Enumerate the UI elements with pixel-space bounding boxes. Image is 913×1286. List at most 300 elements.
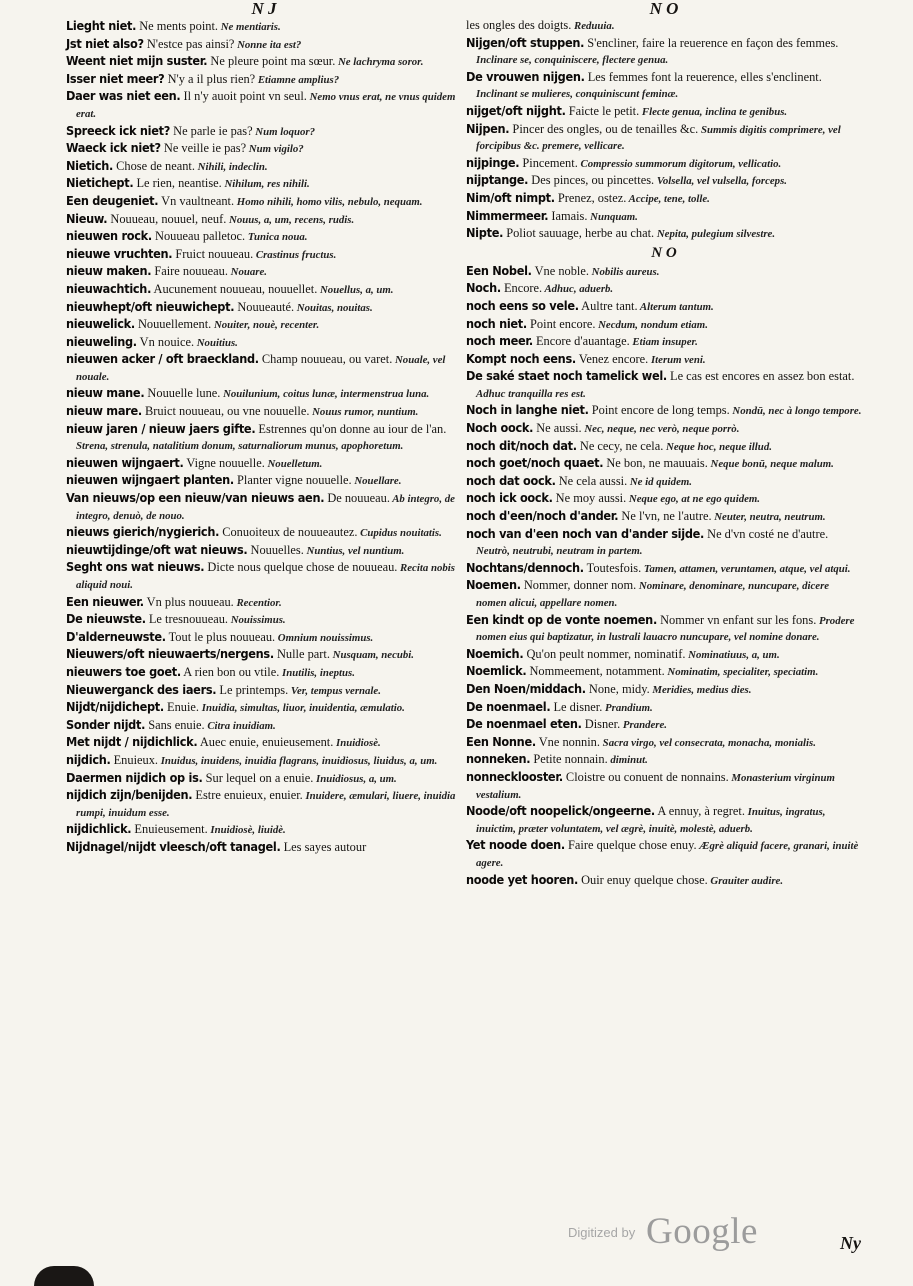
headword: nieuwachtich. — [66, 280, 152, 296]
french-gloss: Nouueau, nouuel, neuf. — [107, 211, 227, 226]
latin-gloss: Tunica noua. — [245, 231, 308, 244]
french-gloss: Nouueauté. — [234, 299, 295, 314]
french-gloss: Ne aussi. — [533, 421, 582, 436]
headword: Nieuwers/oft nieuwaerts/nergens. — [66, 646, 274, 662]
dictionary-entry — [66, 140, 462, 158]
french-gloss: Fruict nouueau. — [172, 246, 254, 261]
latin-gloss: Nihilum, res nihili. — [221, 178, 310, 191]
dictionary-entry — [466, 803, 862, 837]
headword: Kompt noch eens. — [466, 350, 576, 366]
headword: De vrouwen nijgen. — [466, 68, 585, 84]
french-gloss: Ne bon, ne mauuais. — [603, 456, 708, 471]
dictionary-entry — [66, 334, 462, 352]
french-gloss: Nulle part. — [273, 647, 330, 662]
latin-gloss: Nouissimus. — [228, 614, 286, 627]
french-gloss: Le tresnouueau. — [145, 612, 228, 627]
latin-gloss: Nouellare. — [351, 475, 402, 488]
latin-gloss: Nouus, a, um, recens, rudis. — [226, 213, 355, 226]
dictionary-entry — [466, 872, 862, 890]
dictionary-entry — [66, 18, 462, 36]
dictionary-entry — [66, 646, 462, 664]
right-entry-list — [466, 18, 862, 243]
latin-gloss: Nouale, vel nouale. — [76, 354, 446, 383]
headword: nieuwen rock. — [66, 228, 152, 244]
french-gloss: A ennuy, à regret. — [654, 804, 745, 819]
french-gloss: Ne cecy, ne cela. — [576, 438, 664, 453]
latin-gloss: Nepita, pulegium silvestre. — [654, 228, 776, 241]
french-gloss: Qu'on peult nommer, nominatif. — [523, 646, 686, 661]
latin-gloss: Inuitus, ingratus, inuictim, præter voluntatem, vel ægrè, inuitè, molestè, aduerb. — [476, 806, 826, 835]
dictionary-entry — [66, 734, 462, 752]
dictionary-entry — [466, 769, 862, 803]
google-watermark: Google — [646, 1211, 758, 1252]
dictionary-entry — [66, 524, 462, 542]
dictionary-entry — [466, 368, 862, 402]
headword: Een Nonne. — [466, 733, 536, 749]
headword: Den Noen/middach. — [466, 680, 586, 696]
french-gloss: Aultre tant. — [578, 298, 638, 313]
latin-gloss: Reduuia. — [571, 20, 615, 32]
headword: nieuwen acker / oft braeckland. — [66, 351, 259, 367]
headword: Noemlick. — [466, 663, 527, 679]
headword: Jst niet also? — [66, 35, 144, 51]
french-gloss: Faire quelque chose enuy. — [564, 838, 697, 853]
dictionary-entry — [66, 88, 462, 122]
french-gloss: Enuieux. — [110, 752, 159, 767]
french-gloss: Champ nouueau, ou varet. — [258, 352, 393, 367]
left-header: N J — [251, 0, 277, 18]
headword: Nijpen. — [466, 120, 510, 136]
dictionary-entry — [466, 351, 862, 369]
latin-gloss: Accipe, tene, tolle. — [626, 192, 710, 205]
headword: nieuw maken. — [66, 263, 152, 279]
headword: De noenmael eten. — [466, 716, 582, 732]
latin-gloss: Strena, strenula, natalitium donum, saturnaliorum munus, apophoretum. — [76, 440, 404, 453]
latin-gloss: Nobilis aureus. — [588, 265, 660, 278]
right-header: N O — [649, 0, 679, 18]
dictionary-entry — [466, 280, 862, 298]
french-gloss: Venez encore. — [575, 351, 649, 366]
headword: noode yet hooren. — [466, 871, 578, 887]
french-gloss: Cloistre ou conuent de nonnains. — [562, 769, 729, 784]
dictionary-entry — [66, 752, 462, 770]
headword: Een nieuwer. — [66, 593, 144, 609]
latin-gloss: Prodere nomen eius qui baptizatur, in lustrali lauacro nuncupare, vel nomine donare. — [476, 614, 855, 644]
headword: noch van d'een noch van d'ander sijde. — [466, 525, 705, 541]
latin-gloss: Grauiter audire. — [707, 874, 784, 887]
latin-gloss: Alterum tantum. — [637, 300, 714, 313]
french-gloss: Le rien, neantise. — [133, 176, 222, 191]
latin-gloss: Nouare. — [227, 266, 267, 279]
french-gloss: Dicte nous quelque chose de nouueau. — [204, 560, 398, 575]
dictionary-entry — [466, 646, 862, 664]
dictionary-entry — [466, 473, 862, 491]
latin-gloss: Etiamne amplius? — [255, 73, 340, 86]
dictionary-entry — [466, 298, 862, 316]
dictionary-entry — [66, 770, 462, 788]
dictionary-entry — [66, 472, 462, 490]
dictionary-entry — [66, 664, 462, 682]
latin-gloss: Nemo vnus erat, ne vnus quidem erat. — [76, 91, 456, 120]
headword: nieuweling. — [66, 333, 137, 349]
dictionary-entry — [66, 175, 462, 193]
dictionary-entry — [66, 455, 462, 473]
latin-gloss: Crastinus fructus. — [253, 248, 337, 261]
french-gloss: De nouueau. — [324, 491, 390, 506]
dictionary-entry — [66, 316, 462, 334]
latin-gloss: Tamen, attamen, veruntamen, atque, vel atqui. — [641, 562, 851, 575]
dictionary-entry — [66, 299, 462, 317]
dictionary-entry — [66, 36, 462, 54]
french-gloss: Vigne nouuelle. — [183, 455, 265, 470]
dictionary-entry — [66, 559, 462, 593]
headword: nijptange. — [466, 172, 529, 188]
dictionary-entry — [466, 490, 862, 508]
latin-gloss: Inuidere, æmulari, liuere, inuidia rumpi, inuidum esse. — [76, 790, 456, 819]
latin-gloss: Inutilis, ineptus. — [279, 666, 355, 679]
dictionary-entry — [466, 103, 862, 121]
french-gloss: Planter vigne nouuelle. — [233, 473, 352, 488]
headword: D'alderneuwste. — [66, 628, 166, 644]
dictionary-entry — [466, 438, 862, 456]
french-gloss: Vn plus nouueau. — [143, 594, 234, 609]
headword: Nim/oft nimpt. — [466, 189, 555, 205]
headword: Een Nobel. — [466, 262, 532, 278]
dictionary-entry — [66, 123, 462, 141]
french-gloss: Nouuelle lune. — [144, 386, 221, 401]
latin-gloss: Nouus rumor, nuntium. — [309, 406, 419, 419]
dictionary-entry — [466, 837, 862, 871]
latin-gloss: Nihili, indeclin. — [194, 160, 268, 173]
headword: Isser niet meer? — [66, 70, 165, 86]
latin-gloss: Homo nihili, homo vilis, nebulo, nequam. — [234, 195, 423, 208]
french-gloss: Nommeement, notamment. — [526, 664, 665, 679]
latin-gloss: Num loquor? — [252, 125, 315, 138]
headword: nieuwen wijngaert planten. — [66, 472, 234, 488]
headword: noch dit/noch dat. — [466, 437, 577, 453]
right-column — [466, 0, 862, 889]
headword: Nimmermeer. — [466, 207, 549, 223]
latin-gloss: Neutrò, neutrubi, neutram in partem. — [476, 545, 643, 558]
french-gloss: Ne pleure point ma sœur. — [207, 54, 336, 69]
headword: Lieght niet. — [66, 18, 137, 33]
latin-gloss: Nouitas, nouitas. — [294, 301, 373, 314]
french-gloss: Ne parle ie pas? — [170, 123, 253, 138]
headword: noch goet/noch quaet. — [466, 455, 604, 471]
headword: nieuw mane. — [66, 385, 145, 401]
section-heading: N O — [651, 244, 677, 261]
french-gloss: Toutesfois. — [583, 560, 642, 575]
dictionary-entry — [466, 35, 862, 69]
headword: nieuw jaren / nieuw jaers gifte. — [66, 420, 256, 436]
latin-gloss: Necdum, nondum etiam. — [595, 318, 708, 331]
latin-gloss: Adhuc, aduerb. — [542, 283, 614, 296]
dictionary-entry — [66, 385, 462, 403]
headword: nijdich. — [66, 751, 111, 767]
headword: noch niet. — [466, 315, 527, 331]
dictionary-entry — [466, 734, 862, 752]
headword: Een kindt op de vonte noemen. — [466, 611, 657, 627]
headword: Met nijdt / nijdichlick. — [66, 734, 198, 750]
headword: nieuwers toe goet. — [66, 663, 181, 679]
french-gloss: Des pinces, ou pincettes. — [528, 173, 655, 188]
headword: Nochtans/dennoch. — [466, 559, 584, 575]
dictionary-entry — [66, 246, 462, 264]
dictionary-entry — [66, 682, 462, 700]
left-column — [66, 0, 462, 856]
dictionary-entry — [66, 839, 462, 856]
latin-gloss: Monasterium virginum vestalium. — [476, 771, 835, 801]
latin-gloss: Nouiter, nouè, recenter. — [211, 319, 320, 332]
headword: nieuws gierich/nygierich. — [66, 524, 220, 540]
dictionary-entry — [66, 421, 462, 455]
dictionary-entry — [66, 787, 462, 821]
left-entry-list — [66, 18, 462, 856]
french-gloss: Pincer des ongles, ou de tenailles &c. — [509, 121, 699, 136]
french-gloss: Il n'y auoit point vn seul. — [180, 89, 307, 104]
dictionary-entry — [66, 403, 462, 421]
headword: noch d'een/noch d'ander. — [466, 508, 619, 524]
french-gloss: Auec enuie, enuieusement. — [197, 735, 334, 750]
dictionary-entry — [466, 18, 862, 35]
dictionary-entry — [466, 751, 862, 769]
latin-gloss: Prandere. — [620, 719, 668, 732]
french-gloss: Les femmes font la reuerence, elles s'enclinent. — [584, 69, 822, 84]
headword: nieuwe vruchten. — [66, 245, 173, 261]
latin-gloss: Meridies, medius dies. — [649, 683, 752, 696]
french-gloss: Le cas est encores en assez bon estat. — [666, 369, 855, 384]
headword: Nijgen/oft stuppen. — [466, 34, 585, 50]
headword: nijdich zijn/benijden. — [66, 787, 193, 803]
french-gloss: Prenez, ostez. — [554, 190, 627, 205]
dictionary-entry — [66, 281, 462, 299]
french-gloss: Poliot sauuage, herbe au chat. — [503, 226, 655, 241]
french-gloss: Ne ments point. — [136, 19, 219, 33]
latin-gloss: Prandium. — [602, 701, 653, 714]
latin-gloss: Ab integro, de integro, denuò, de nouo. — [76, 493, 455, 522]
french-gloss: S'encliner, faire la reuerence en façon des femmes. — [584, 35, 839, 50]
latin-gloss: Nouellus, a, um. — [317, 283, 394, 296]
french-gloss: Le disner. — [550, 699, 603, 714]
latin-gloss: Ægrè aliquid facere, granari, inuitè agere. — [476, 840, 859, 869]
french-gloss: Estre enuieux, enuier. — [192, 788, 303, 803]
dictionary-entry — [66, 594, 462, 612]
dictionary-entry — [66, 263, 462, 281]
french-gloss: Point encore de long temps. — [588, 403, 730, 418]
french-gloss: Nouueau palletoc. — [151, 229, 246, 244]
french-gloss: Le printemps. — [216, 682, 289, 697]
latin-gloss: Ne mentiaris. — [218, 21, 281, 33]
latin-gloss: Neque ego, at ne ego quidem. — [626, 493, 760, 506]
latin-gloss: Ne lachryma soror. — [335, 56, 424, 69]
dictionary-entry — [466, 402, 862, 420]
dictionary-entry — [466, 263, 862, 281]
latin-gloss: Compressio summorum digitorum, vellicatio. — [577, 157, 782, 170]
latin-gloss: Ne id quidem. — [627, 475, 692, 488]
headword: Waeck ick niet? — [66, 140, 161, 156]
french-gloss: Vn nouice. — [136, 334, 195, 349]
dictionary-entry — [466, 121, 862, 155]
latin-gloss: Nuntius, vel nuntium. — [303, 544, 405, 557]
french-gloss: A rien bon ou vtile. — [180, 664, 280, 679]
dictionary-entry — [66, 542, 462, 560]
french-gloss: Faicte le petit. — [565, 103, 640, 118]
dictionary-entry — [466, 69, 862, 103]
dictionary-entry — [66, 699, 462, 717]
french-gloss: Enuieusement. — [131, 822, 208, 837]
dictionary-entry — [466, 316, 862, 334]
headword: nieuwen wijngaert. — [66, 454, 184, 470]
french-gloss: Sur lequel on a enuie. — [202, 770, 314, 785]
headword: Noemen. — [466, 577, 521, 593]
dictionary-entry — [66, 71, 462, 89]
dictionary-entry — [466, 716, 862, 734]
headword: Daer was niet een. — [66, 88, 181, 104]
headword: De nieuwste. — [66, 611, 146, 627]
dictionary-entry — [466, 577, 862, 611]
headword: Seght ons wat nieuws. — [66, 559, 205, 575]
dictionary-entry — [66, 53, 462, 71]
dictionary-entry — [66, 351, 462, 385]
latin-gloss: Inuidiosè. — [333, 737, 381, 750]
latin-gloss: Nunquam. — [587, 210, 638, 223]
headword: Een deugeniet. — [66, 192, 159, 208]
latin-gloss: Nominatim, specialiter, speciatim. — [664, 666, 819, 679]
headword: nijpinge. — [466, 154, 520, 170]
latin-gloss: Omnium nouissimus. — [275, 631, 374, 644]
french-gloss: Chose de neant. — [113, 158, 195, 173]
headword: Noch in langhe niet. — [466, 402, 589, 418]
french-gloss: Vne noble. — [531, 263, 589, 278]
headword: Noch oock. — [466, 420, 534, 436]
headword: noch ick oock. — [466, 490, 553, 506]
headword: Sonder nijdt. — [66, 716, 146, 732]
dictionary-entry — [466, 420, 862, 438]
latin-gloss: Cupidus nouitatis. — [357, 527, 442, 540]
headword: nonnecklooster. — [466, 768, 563, 784]
latin-gloss: Nouilunium, coitus lunæ, intermenstrua luna. — [220, 388, 430, 401]
latin-gloss: Nominatiuus, a, um. — [685, 648, 780, 661]
latin-gloss: Neque bonū, neque malum. — [707, 458, 834, 471]
headword: Spreeck ick niet? — [66, 122, 171, 138]
dictionary-entry — [466, 526, 862, 560]
latin-gloss: Citra inuidiam. — [204, 719, 276, 732]
french-gloss: Estrennes qu'on donne au iour de l'an. — [255, 421, 447, 436]
latin-gloss: Inuidiosè, liuidè. — [207, 824, 286, 837]
latin-gloss: Recita nobis aliquid noui. — [76, 562, 455, 591]
latin-gloss: diminut. — [607, 754, 648, 767]
latin-gloss: Num vigilo? — [246, 143, 304, 156]
headword: Nietichept. — [66, 175, 134, 191]
latin-gloss: Nonne ita est? — [234, 38, 302, 51]
headword: Nipte. — [466, 225, 504, 241]
headword: Daermen nijdich op is. — [66, 769, 203, 785]
headword: noch eens so vele. — [466, 297, 579, 313]
headword: De saké staet noch tamelick wel. — [466, 368, 667, 384]
ink-blot — [34, 1266, 94, 1286]
latin-gloss: Summis digitis comprimere, vel forcipibus &c. premere, vellicare. — [476, 123, 841, 153]
dictionary-entry — [66, 228, 462, 246]
latin-gloss: Inclinant se mulieres, conquiniscunt feminæ. — [476, 88, 679, 101]
latin-gloss: Nouitius. — [194, 336, 238, 349]
french-gloss: Bruict nouueau, ou vne nouuelle. — [141, 404, 310, 419]
dictionary-entry — [466, 190, 862, 208]
latin-gloss: Inuidus, inuidens, inuidia flagrans, inuidiosus, liuidus, a, um. — [158, 754, 438, 767]
french-gloss: Nommer vn enfant sur les fons. — [656, 612, 817, 627]
latin-gloss: Neque hoc, neque illud. — [663, 440, 772, 453]
french-gloss: Petite nonnain. — [530, 752, 608, 767]
dictionary-entry — [466, 681, 862, 699]
dictionary-entry — [66, 490, 462, 524]
headword: nieuwelick. — [66, 316, 135, 332]
headword: Weent niet mijn suster. — [66, 53, 208, 69]
dictionary-entry — [66, 717, 462, 735]
headword: Noemich. — [466, 645, 524, 661]
latin-gloss: Iterum veni. — [648, 353, 706, 366]
dictionary-entry — [466, 225, 862, 243]
french-gloss: les ongles des doigts. — [466, 18, 572, 32]
dictionary-entry — [466, 508, 862, 526]
latin-gloss: Nouelletum. — [264, 457, 323, 470]
headword: Noode/oft noopelick/ongeerne. — [466, 803, 655, 819]
dictionary-entry — [466, 208, 862, 226]
signature-mark: Ny — [840, 1233, 861, 1253]
french-gloss: Pincement. — [519, 155, 578, 170]
latin-gloss: Nominare, denominare, nuncupare, dicere nomen alicui, appellare nomen. — [476, 580, 830, 609]
latin-gloss: Adhuc tranquilla res est. — [476, 387, 586, 400]
headword: Nijdnagel/nijdt vleesch/oft tanagel. — [66, 838, 281, 854]
dictionary-entry — [466, 560, 862, 578]
french-gloss: Encore d'auantage. — [532, 334, 630, 349]
headword: nieuw mare. — [66, 403, 142, 419]
french-gloss: Disner. — [581, 717, 621, 732]
french-gloss: Nouuelles. — [247, 542, 304, 557]
headword: Nietich. — [66, 157, 114, 173]
dictionary-entry — [66, 158, 462, 176]
headword: nieuwhept/oft nieuwichept. — [66, 298, 235, 314]
latin-gloss: Volsella, vel vulsella, forceps. — [654, 175, 787, 188]
latin-gloss: Sacra virgo, vel consecrata, monacha, monialis. — [599, 736, 816, 749]
latin-gloss: Inuidia, simultas, liuor, inuidentia, æmulatio. — [199, 702, 405, 715]
latin-gloss: Nusquam, necubi. — [329, 649, 414, 662]
french-gloss: Faire nouueau. — [151, 264, 228, 279]
french-gloss: Nommer, donner nom. — [520, 578, 637, 593]
french-gloss: Sans enuie. — [145, 717, 205, 732]
latin-gloss: Ver, tempus vernale. — [288, 684, 381, 697]
dictionary-entry — [66, 629, 462, 647]
right-entry-list-2 — [466, 263, 862, 889]
french-gloss: Nouuellement. — [134, 317, 212, 332]
headword: nijget/oft nijght. — [466, 102, 566, 118]
dictionary-entry — [466, 172, 862, 190]
french-gloss: Ne veille ie pas? — [160, 141, 247, 156]
french-gloss: N'y a il plus rien? — [164, 71, 256, 86]
french-gloss: N'estce pas ainsi? — [143, 36, 235, 51]
dictionary-entry — [466, 663, 862, 681]
digitized-by-label: Digitized by — [568, 1225, 636, 1240]
headword: nonneken. — [466, 751, 531, 767]
headword: Yet noode doen. — [466, 837, 565, 853]
french-gloss: Ne cela aussi. — [555, 473, 628, 488]
french-gloss: Point encore. — [526, 316, 596, 331]
french-gloss: Les sayes autour — [280, 839, 367, 854]
dictionary-entry — [66, 821, 462, 839]
headword: Nieuwerganck des iaers. — [66, 681, 217, 697]
latin-gloss: Nec, neque, nec verò, neque porrò. — [581, 423, 740, 436]
headword: De noenmael. — [466, 698, 551, 714]
dictionary-entry — [66, 193, 462, 211]
french-gloss: Ne d'vn costé ne d'autre. — [704, 526, 829, 541]
